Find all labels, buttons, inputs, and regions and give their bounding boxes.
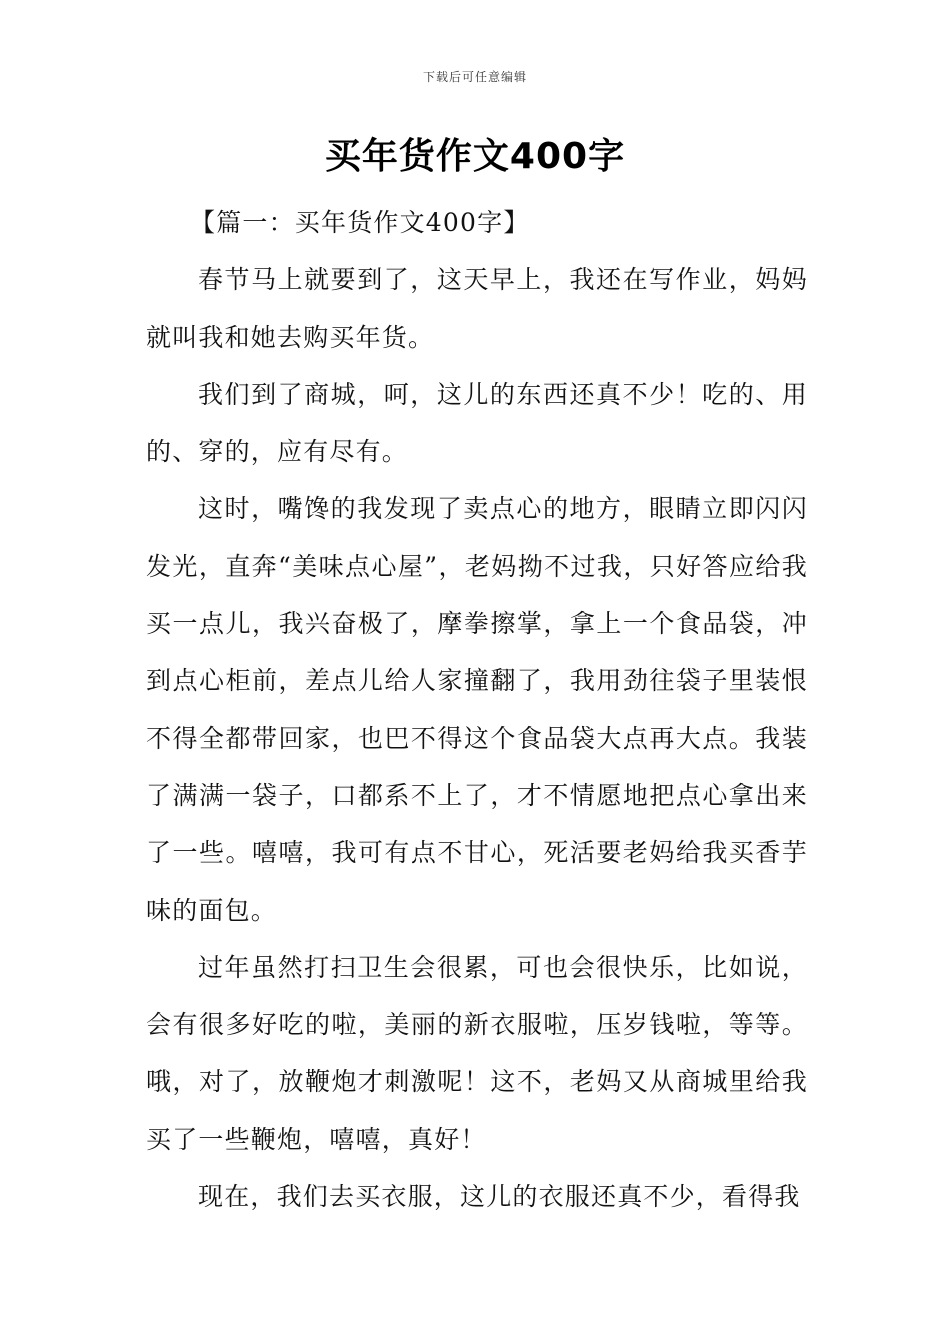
paragraph-1: 春节马上就要到了，这天早上，我还在写作业，妈妈就叫我和她去购买年货。 — [146, 265, 808, 352]
section-heading: 【篇一：买年货作文400字】 — [190, 208, 530, 237]
paragraph-4: 过年虽然打扫卫生会很累，可也会很快乐，比如说，会有很多好吃的啦，美丽的新衣服啦，压岁钱啦，等等。哦，对了，放鞭炮才刺激呢！这不，老妈又从商城里给我买了一些鞭炮，嘻嘻，真好！ — [146, 952, 808, 1154]
paragraph-3: 这时，嘴馋的我发现了卖点心的地方，眼睛立即闪闪发光，直奔“美味点心屋”，老妈拗不过我，只好答应给我买一点儿，我兴奋极了，摩拳擦掌，拿上一个食品袋，冲到点心柜前，差点儿给人家撞翻了，我用劲往袋子里装恨不得全都带回家，也巴不得这个食品袋大点再大点。我装了满满一袋子，口都系不上了，才不情愿地把点心拿出来了一些。嘻嘻，我可有点不甘心，死活要老妈给我买香芋味的面包。 — [146, 494, 808, 925]
document-body — [146, 194, 808, 1225]
document-title: 买年货作文400字 — [324, 136, 626, 177]
paragraph-2: 我们到了商城，呵，这儿的东西还真不少！吃的、用的、穿的，应有尽有。 — [146, 379, 808, 467]
paragraph-5: 现在，我们去买衣服，这儿的衣服还真不少，看得我 — [198, 1182, 801, 1212]
header-note: 下载后可任意编辑 — [422, 70, 527, 84]
